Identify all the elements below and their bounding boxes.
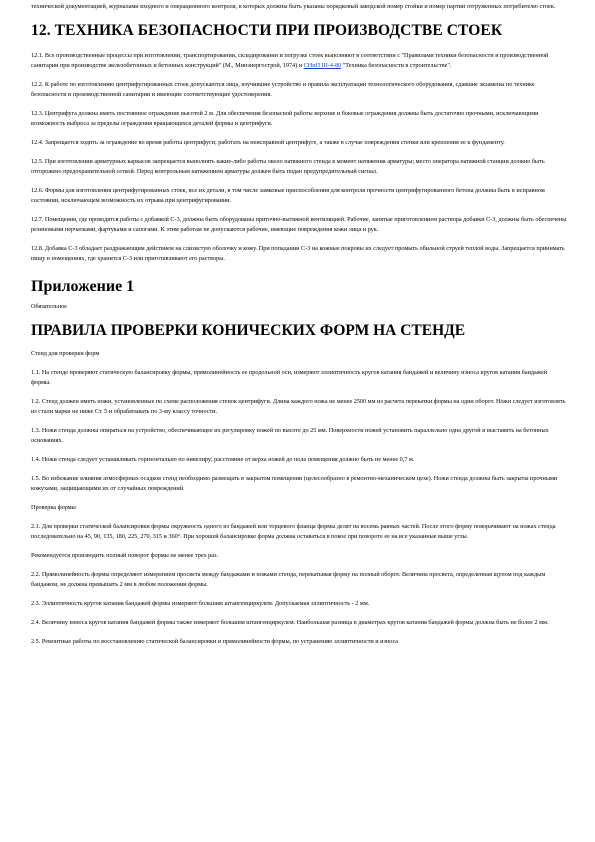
paragraph-12-3: 12.3. Центрифуга должна иметь постоянное ограждение высотой 2 м. Для обеспечения безопасной работы верхние и боковые ограждения должны быть достаточно прочными, исключающими возможность выброса за пределы ограждения вращающихся деталей формы и центрифуги. — [31, 110, 539, 127]
paragraph-12-1-text: 12.1. Все производственные процессы при изготовлении, транспортировании, складировании и погрузке стоек выполняют в соответствии с "Правилами техники безопасности и производственной санитарии при производстве железобетонных и бетонных конструкций" (М., Минэнергострой, 1974) и — [31, 52, 549, 69]
paragraph-1-4: 1.4. Ножи стенда следует устанавливать горизонтально по нивелиру; расстояние от верха ножей до пола помещения должно быть не менее 0,7 м. — [31, 456, 415, 463]
paragraph-12-8: 12.8. Добавка С-3 обладает раздражающим действием на слизистую оболочку и кожу. При попадании С-3 на кожные покровы их следует промыть обильной струей теплой воды. Запрещается принимать пищу в помещениях, где хранится С-3 или приготавливают его растворы. — [31, 245, 565, 262]
section-12-title: 12. ТЕХНИКА БЕЗОПАСНОСТИ ПРИ ПРОИЗВОДСТВЕ СТОЕК — [31, 22, 503, 39]
appendix-subtitle: Обязательное — [31, 303, 67, 310]
paragraph-1-2: 1.2. Стенд должен иметь ножи, установленные по схеме расположения стенок центрифуги. Длина каждого ножа не менее 2500 мм из расчета перекатки формы на один оборот. Ножи следует изготовлять из стали марки не ниже Ст. 5 и обрабатывать по 3-му классу точности. — [31, 398, 566, 415]
paragraph-2-4: 2.4. Величину износа кругов катания бандажей формы также измеряют большим штангенциркулем. Наибольшая разница в диаметрах кругов катания бандажей формы должна быть не более 2 мм. — [31, 619, 549, 626]
paragraph-1-5: 1.5. Во избежание влияния атмосферных осадков стенд необходимо размещать в закрытом помещении (целесообразно в ремонтно-механическом цехе). Ножи стенда должны быть закрыты прочными кожухами, защищающими их от случайных повреждений. — [31, 475, 558, 492]
intro-paragraph: технической документацией, журналами входного и операционного контроля, в которых должны быть указаны порядковый заводской номер стойки и номер партии отгруженных потребителю стоек. — [31, 3, 556, 10]
stand-heading: Стенд для проверки форм — [31, 350, 100, 357]
snip-link[interactable]: СНиП III-4-80 — [303, 62, 342, 69]
paragraph-12-5: 12.5. При изготовлении арматурных каркасов запрещается выполнять какие-либо работы около натяжного стенда в момент натяжения арматуры; место оператора натяжной станции должно быть отгорожено предохранительной сеткой. Перед контрольным натяжением арматуры должен быть подан предупредительный сигнал. — [31, 158, 545, 175]
paragraph-2-2: 2.2. Прямолинейность формы определяют измерением просвета между бандажами и ножами стенда, перекатывая форму на полный оборот. Величина просвета, определенная щупом под каждым бандажом, не должна превышать 2 мм в любом положении формы. — [31, 571, 546, 588]
paragraph-2-3: 2.3. Эллиптичность кругов катания бандажей формы измеряют большим штангенциркулем. Допускаемая эллиптичность - 2 мм. — [31, 600, 370, 607]
paragraph-2-5: 2.5. Ремонтные работы по восстановлению статической балансировки и прямолинейности формы, по устранению эллиптичности и износа — [31, 638, 399, 645]
rules-title: ПРАВИЛА ПРОВЕРКИ КОНИЧЕСКИХ ФОРМ НА СТЕНДЕ — [31, 322, 466, 339]
check-heading: Проверка формы — [31, 504, 76, 511]
paragraph-note: Рекомендуется производить полный поворот формы не менее трех раз. — [31, 552, 218, 559]
paragraph-12-2: 12.2. К работе по изготовлению центрифугированных стоек допускаются лица, изучившие устройство и правила эксплуатации технологического оборудования, сдавшие экзамены по технике безопасности и производственной санитарии и имеющие соответствующие удостоверения. — [31, 81, 535, 98]
paragraph-12-7: 12.7. Помещения, где проводятся работы с добавкой С-3, должны быть оборудованы приточно-вытяжной вентиляцией. Рабочие, занятые приготовлением раствора добавки С-3, должны быть обеспечены резиновыми перчатками, фартуками и сапогами. К этим работам не допускаются рабочие, имеющие повреждения кожи лица и рук. — [31, 216, 567, 233]
appendix-title: Приложение 1 — [31, 278, 135, 295]
paragraph-12-4: 12.4. Запрещается ходить за ограждение во время работы центрифуги; работать на неисправной центрифуге, а также в случае повреждения стенки или крепления ее к фундаменту. — [31, 139, 505, 146]
paragraph-12-1-tail: "Техника безопасности в строительстве". — [341, 62, 452, 69]
paragraph-1-1: 1.1. На стенде проверяют статическую балансировку формы, прямолинейность ее продольной оси, измеряют эллиптичность кругов катания бандажей и величину износа кругов катания бандажей формы. — [31, 369, 548, 386]
paragraph-2-1: 2.1. Для проверки статической балансировки формы окружность одного из бандажей или торцевого фланца формы делят на восемь равных частей. После этого форму поворачивают на ножах стенда последовательно на 45, 90, 135, 180, 225, 270, 315 и 360°. При хорошей балансировке форма должна оставаться в покое при повороте ее на все указанные выше углы. — [31, 523, 556, 540]
paragraph-1-3: 1.3. Ножи стенда должны опираться на устройство, обеспечивающее их регулировку ножей по высоте до 25 мм. Поверхности ножей установить параллельно одна другой и выставить на бетонных основаниях. — [31, 427, 549, 444]
paragraph-12-1 — [31, 51, 567, 71]
paragraph-12-6: 12.6. Формы для изготовления центрифугированных стоек, все их детали, в том числе замковые приспособления для контроля прочности центрифугированного бетона должны быть в исправном состоянии, исключающем возможность их отрыва при центрифугировании. — [31, 187, 545, 204]
